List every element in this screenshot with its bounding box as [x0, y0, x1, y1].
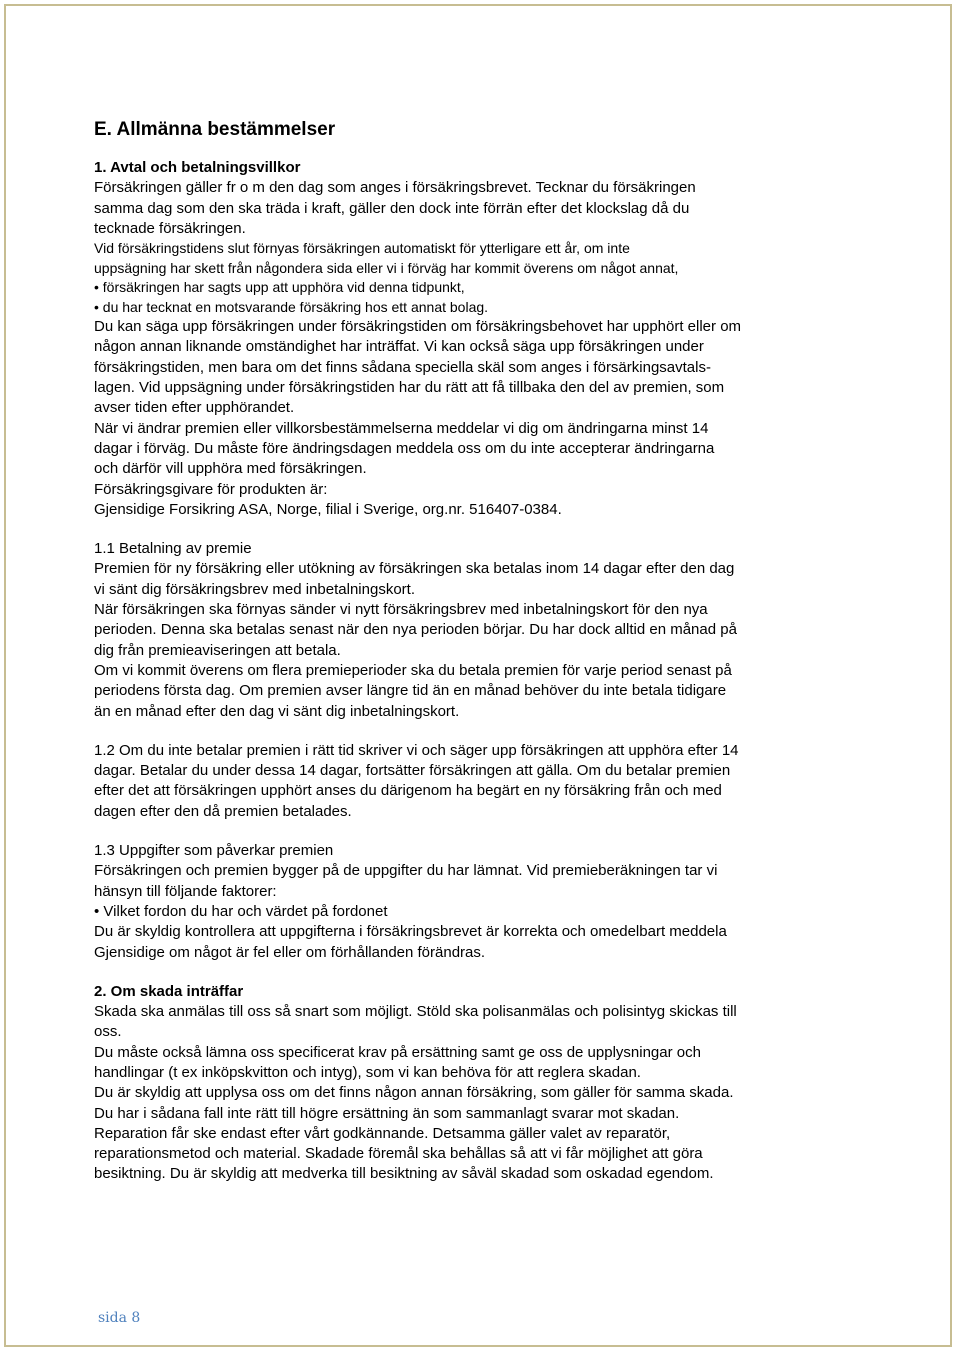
- text-line: Premien för ny försäkring eller utökning av försäkringen ska betalas inom 14 dagar efter den dag: [94, 560, 735, 578]
- text-line: Reparation får ske endast efter vårt godkännande. Detsamma gäller valet av reparatör,: [94, 1124, 671, 1142]
- text-line: samma dag som den ska träda i kraft, gäller den dock inte förrän efter det klockslag då du: [94, 199, 690, 217]
- text-line: Skada ska anmälas till oss så snart som möjligt. Stöld ska polisanmälas och polisintyg skickas till: [94, 1003, 737, 1021]
- text-line: än en månad efter den dag vi sänt dig inbetalningskort.: [94, 702, 460, 720]
- text-line: handlingar (t ex inköpskvitton och intyg), som vi kan behöva för att reglera skadan.: [94, 1063, 641, 1081]
- section-1-3: [94, 841, 829, 963]
- section-title-1: 1. Avtal och betalningsvillkor: [94, 159, 301, 176]
- text-line: någon annan liknande omständighet har inträffat. Vi kan också säga upp försäkringen under: [94, 338, 704, 356]
- document-body: [94, 118, 829, 1185]
- text-line: tecknade försäkringen.: [94, 219, 246, 237]
- text-line: Gjensidige om något är fel eller om förhållanden förändras.: [94, 943, 486, 961]
- text-line: När vi ändrar premien eller villkorsbestämmelserna meddelar vi dig om ändringarna minst 14: [94, 419, 709, 437]
- page-number: sida 8: [98, 1310, 141, 1326]
- bullet-item: • försäkringen har sagts upp att upphöra vid denna tidpunkt,: [94, 279, 465, 296]
- text-line: dagar. Betalar du under dessa 14 dagar, fortsätter försäkringen att gälla. Om du betalar premien: [94, 762, 731, 780]
- text-line: uppsägning har skett från någondera sida eller vi i förväg har kommit överens om något annat,: [94, 259, 679, 276]
- text-line: och därför vill upphöra med försäkringen.: [94, 460, 367, 478]
- text-line: Försäkringen gäller fr o m den dag som anges i försäkringsbrevet. Tecknar du försäkringen: [94, 179, 696, 197]
- section-1-1: [94, 539, 829, 722]
- text-line: Du har i sådana fall inte rätt till högre ersättning än som sammanlagt svarar mot skadan.: [94, 1104, 680, 1122]
- text-line: Du är skyldig att upplysa oss om det finns någon annan försäkring, som gäller för samma skada.: [94, 1084, 734, 1102]
- subsection-title: 1.1 Betalning av premie: [94, 540, 252, 558]
- text-line: dagar i förväg. Du måste före ändringsdagen meddela oss om du inte accepterar ändringarna: [94, 439, 715, 457]
- text-line: försäkringstiden, men bara om det finns sådana speciella skäl som anges i försärkingsavtals-: [94, 358, 711, 376]
- text-line: vi sänt dig försäkringsbrev med inbetalningskort.: [94, 580, 415, 598]
- section-title-2: 2. Om skada inträffar: [94, 982, 244, 1000]
- page-title: E. Allmänna bestämmelser: [94, 119, 336, 140]
- text-line: Du måste också lämna oss specificerat krav på ersättning samt ge oss de upplysningar och: [94, 1043, 701, 1061]
- text-line: Försäkringen och premien bygger på de uppgifter du har lämnat. Vid premieberäkningen tar vi: [94, 862, 718, 880]
- text-line: avser tiden efter upphörandet.: [94, 399, 295, 417]
- text-line: Gjensidige Forsikring ASA, Norge, filial i Sverige, org.nr. 516407-0384.: [94, 500, 562, 518]
- text-line: periodens första dag. Om premien avser längre tid än en månad behöver du inte betala tidigare: [94, 682, 727, 700]
- text-line: När försäkringen ska förnyas sänder vi nytt försäkringsbrev med inbetalningskort för den nya: [94, 601, 708, 619]
- text-line: Du kan säga upp försäkringen under försäkringstiden om försäkringsbehovet har upphört eller om: [94, 318, 742, 336]
- text-line: reparationsmetod och material. Skadade föremål ska behållas så att vi får möjlighet att göra: [94, 1145, 703, 1163]
- text-line: oss.: [94, 1023, 122, 1041]
- text-line: Om vi kommit överens om flera premieperioder ska du betala premien för varje period senast på: [94, 661, 732, 679]
- bullet-item: • Vilket fordon du har och värdet på fordonet: [94, 902, 388, 920]
- text-line: perioden. Denna ska betalas senast när den nya perioden börjar. Du har dock alltid en månad på: [94, 621, 737, 639]
- text-line: Vid försäkringstidens slut förnyas försäkringen automatiskt för ytterligare ett år, om inte: [94, 240, 630, 257]
- section-1-text-a: [94, 178, 829, 317]
- text-line: dig från premieaviseringen att betala.: [94, 641, 341, 659]
- section-1-text-b: [94, 317, 829, 520]
- bullet-item: • du har tecknat en motsvarande försäkring hos ett annat bolag.: [94, 298, 489, 315]
- text-line: Du är skyldig kontrollera att uppgifterna i försäkringsbrevet är korrekta och omedelbart meddela: [94, 923, 727, 941]
- section-1-2: [94, 741, 829, 822]
- section-2-text: [94, 1002, 829, 1185]
- text-line: lagen. Vid uppsägning under försäkringstiden har du rätt att få tillbaka den del av premien, som: [94, 379, 725, 397]
- text-line: efter det att försäkringen upphört anses du därigenom ha begärt en ny försäkring från och med: [94, 782, 722, 800]
- text-line: besiktning. Du är skyldig att medverka till besiktning av såväl skadad som oskadad egendom.: [94, 1165, 714, 1183]
- text-line: Försäkringsgivare för produkten är:: [94, 480, 328, 498]
- subsection-title: 1.3 Uppgifter som påverkar premien: [94, 842, 334, 860]
- text-line: hänsyn till följande faktorer:: [94, 882, 277, 900]
- text-line: 1.2 Om du inte betalar premien i rätt tid skriver vi och säger upp försäkringen att upphöra efter 14: [94, 741, 739, 759]
- text-line: dagen efter den då premien betalades.: [94, 802, 352, 820]
